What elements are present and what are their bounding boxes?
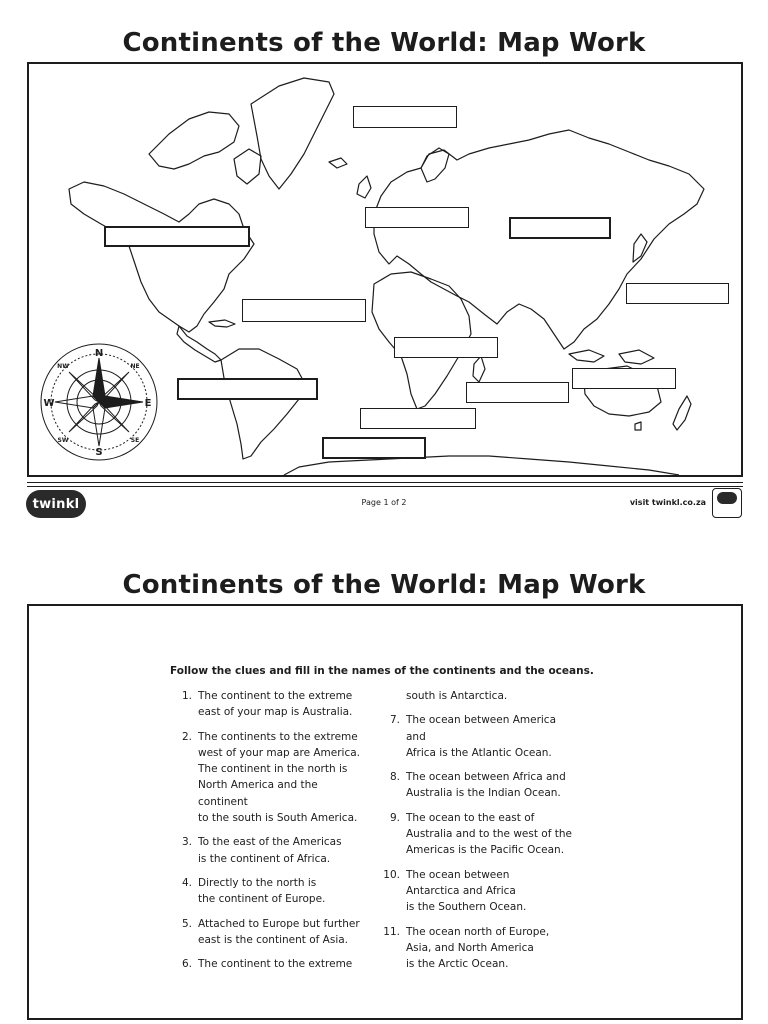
clue-text: The ocean between America and Africa is the Atlantic Ocean.: [406, 714, 557, 759]
caribbean-outline: [209, 320, 235, 327]
new-zealand-outline: [673, 396, 691, 430]
answer-box-europe[interactable]: [365, 207, 469, 228]
clues-right-column: [378, 688, 578, 980]
clue-item: [170, 834, 370, 867]
clue-6-continued: south is Antarctica.: [406, 690, 508, 702]
compass-n: N: [94, 348, 104, 359]
clue-number: 9.: [389, 811, 400, 824]
clue-text: Directly to the north is the continent of Europe.: [198, 876, 326, 906]
clue-item: [378, 712, 578, 761]
compass-nw: NW: [57, 363, 69, 370]
clue-text: Attached to Europe but further east is the continent of Asia.: [198, 917, 360, 946]
madagascar-outline: [473, 356, 485, 382]
answer-box-africa[interactable]: [394, 337, 498, 358]
answer-box-atlantic[interactable]: [242, 299, 366, 322]
compass-e: E: [144, 398, 152, 409]
instruction: Follow the clues and fill in the names of the continents and the oceans.: [170, 665, 594, 677]
answer-box-pacific-east[interactable]: [626, 283, 729, 304]
answer-box-north-america[interactable]: [104, 226, 250, 247]
clue-text: The ocean to the east of Australia and to the west of the Americas is the Pacific Ocean.: [406, 811, 572, 857]
indonesia-outline: [569, 350, 604, 362]
compass-w: W: [43, 398, 55, 409]
tasmania-outline: [635, 422, 641, 430]
clue-item: [378, 867, 578, 916]
south-america-outline: [221, 349, 304, 459]
page2-title: Continents of the World: Map Work: [122, 570, 646, 600]
north-america-outline: [69, 182, 254, 332]
answer-box-indian[interactable]: [466, 382, 569, 403]
clue-text: The continent to the extreme: [198, 958, 353, 971]
clue-item: [170, 956, 370, 972]
page-number: Page 1 of 2: [361, 498, 407, 507]
clue-number: 11.: [383, 925, 400, 938]
compass-se: SE: [130, 437, 140, 444]
clue-text: To the east of the Americas is the continent of Africa.: [198, 836, 342, 865]
clue-text: The continents to the extreme west of your map are America. The continent in the north is North America and the continent to the south is South America.: [198, 730, 361, 825]
answer-box-asia[interactable]: [509, 217, 611, 239]
map-frame: [27, 62, 743, 477]
quality-badge-icon: [712, 488, 742, 518]
clue-number: 4.: [181, 876, 192, 889]
visit-link[interactable]: visit twinkl.co.za: [629, 498, 706, 507]
clue-item: [378, 810, 578, 859]
answer-box-antarctica[interactable]: [322, 437, 426, 459]
clue-item: [170, 875, 370, 908]
clue-number: 8.: [389, 771, 400, 784]
clue-item: [170, 729, 370, 827]
clue-number: 10.: [383, 868, 400, 881]
compass-ne: NE: [130, 363, 140, 370]
iceland-outline: [329, 158, 347, 168]
greenland-outline: [251, 78, 334, 189]
answer-box-arctic[interactable]: [353, 106, 457, 128]
compass-sw: SW: [57, 437, 69, 444]
clue-number: 3.: [181, 836, 192, 849]
clue-item: [170, 688, 370, 721]
clue-text: The ocean between Antarctica and Africa is the Southern Ocean.: [406, 868, 527, 914]
footer-line-top: [27, 482, 743, 483]
clue-text: The ocean between Africa and Australia is the Indian Ocean.: [406, 771, 566, 800]
arctic-islands-outline: [149, 112, 239, 169]
compass-s: S: [95, 447, 103, 458]
central-america-outline: [177, 326, 221, 362]
twinkl-logo: twinkl: [26, 490, 86, 518]
japan-outline: [633, 234, 647, 262]
clue-number: 6.: [181, 958, 192, 971]
uk-outline: [357, 176, 371, 198]
footer-line-bottom: [27, 486, 743, 487]
clue-number: 5.: [181, 917, 192, 930]
clue-text: The ocean north of Europe, Asia, and North America is the Arctic Ocean.: [406, 925, 550, 971]
clue-number: 1.: [181, 690, 192, 702]
new-guinea-outline: [619, 350, 654, 364]
clue-text: The continent to the extreme east of your map is Australia.: [198, 690, 353, 719]
clues-left-column: [170, 688, 370, 980]
clue-item: [170, 916, 370, 949]
baffin-outline: [234, 149, 261, 184]
answer-box-southern[interactable]: [360, 408, 476, 429]
page-title: Continents of the World: Map Work: [122, 28, 646, 58]
answer-box-australia[interactable]: [572, 368, 676, 389]
clue-number: 2.: [181, 730, 192, 743]
clue-item: [378, 769, 578, 802]
clue-item: [378, 924, 578, 973]
answer-box-south-america[interactable]: [177, 378, 318, 400]
scandinavia-outline: [421, 148, 449, 182]
clue-number: 7.: [389, 714, 400, 727]
